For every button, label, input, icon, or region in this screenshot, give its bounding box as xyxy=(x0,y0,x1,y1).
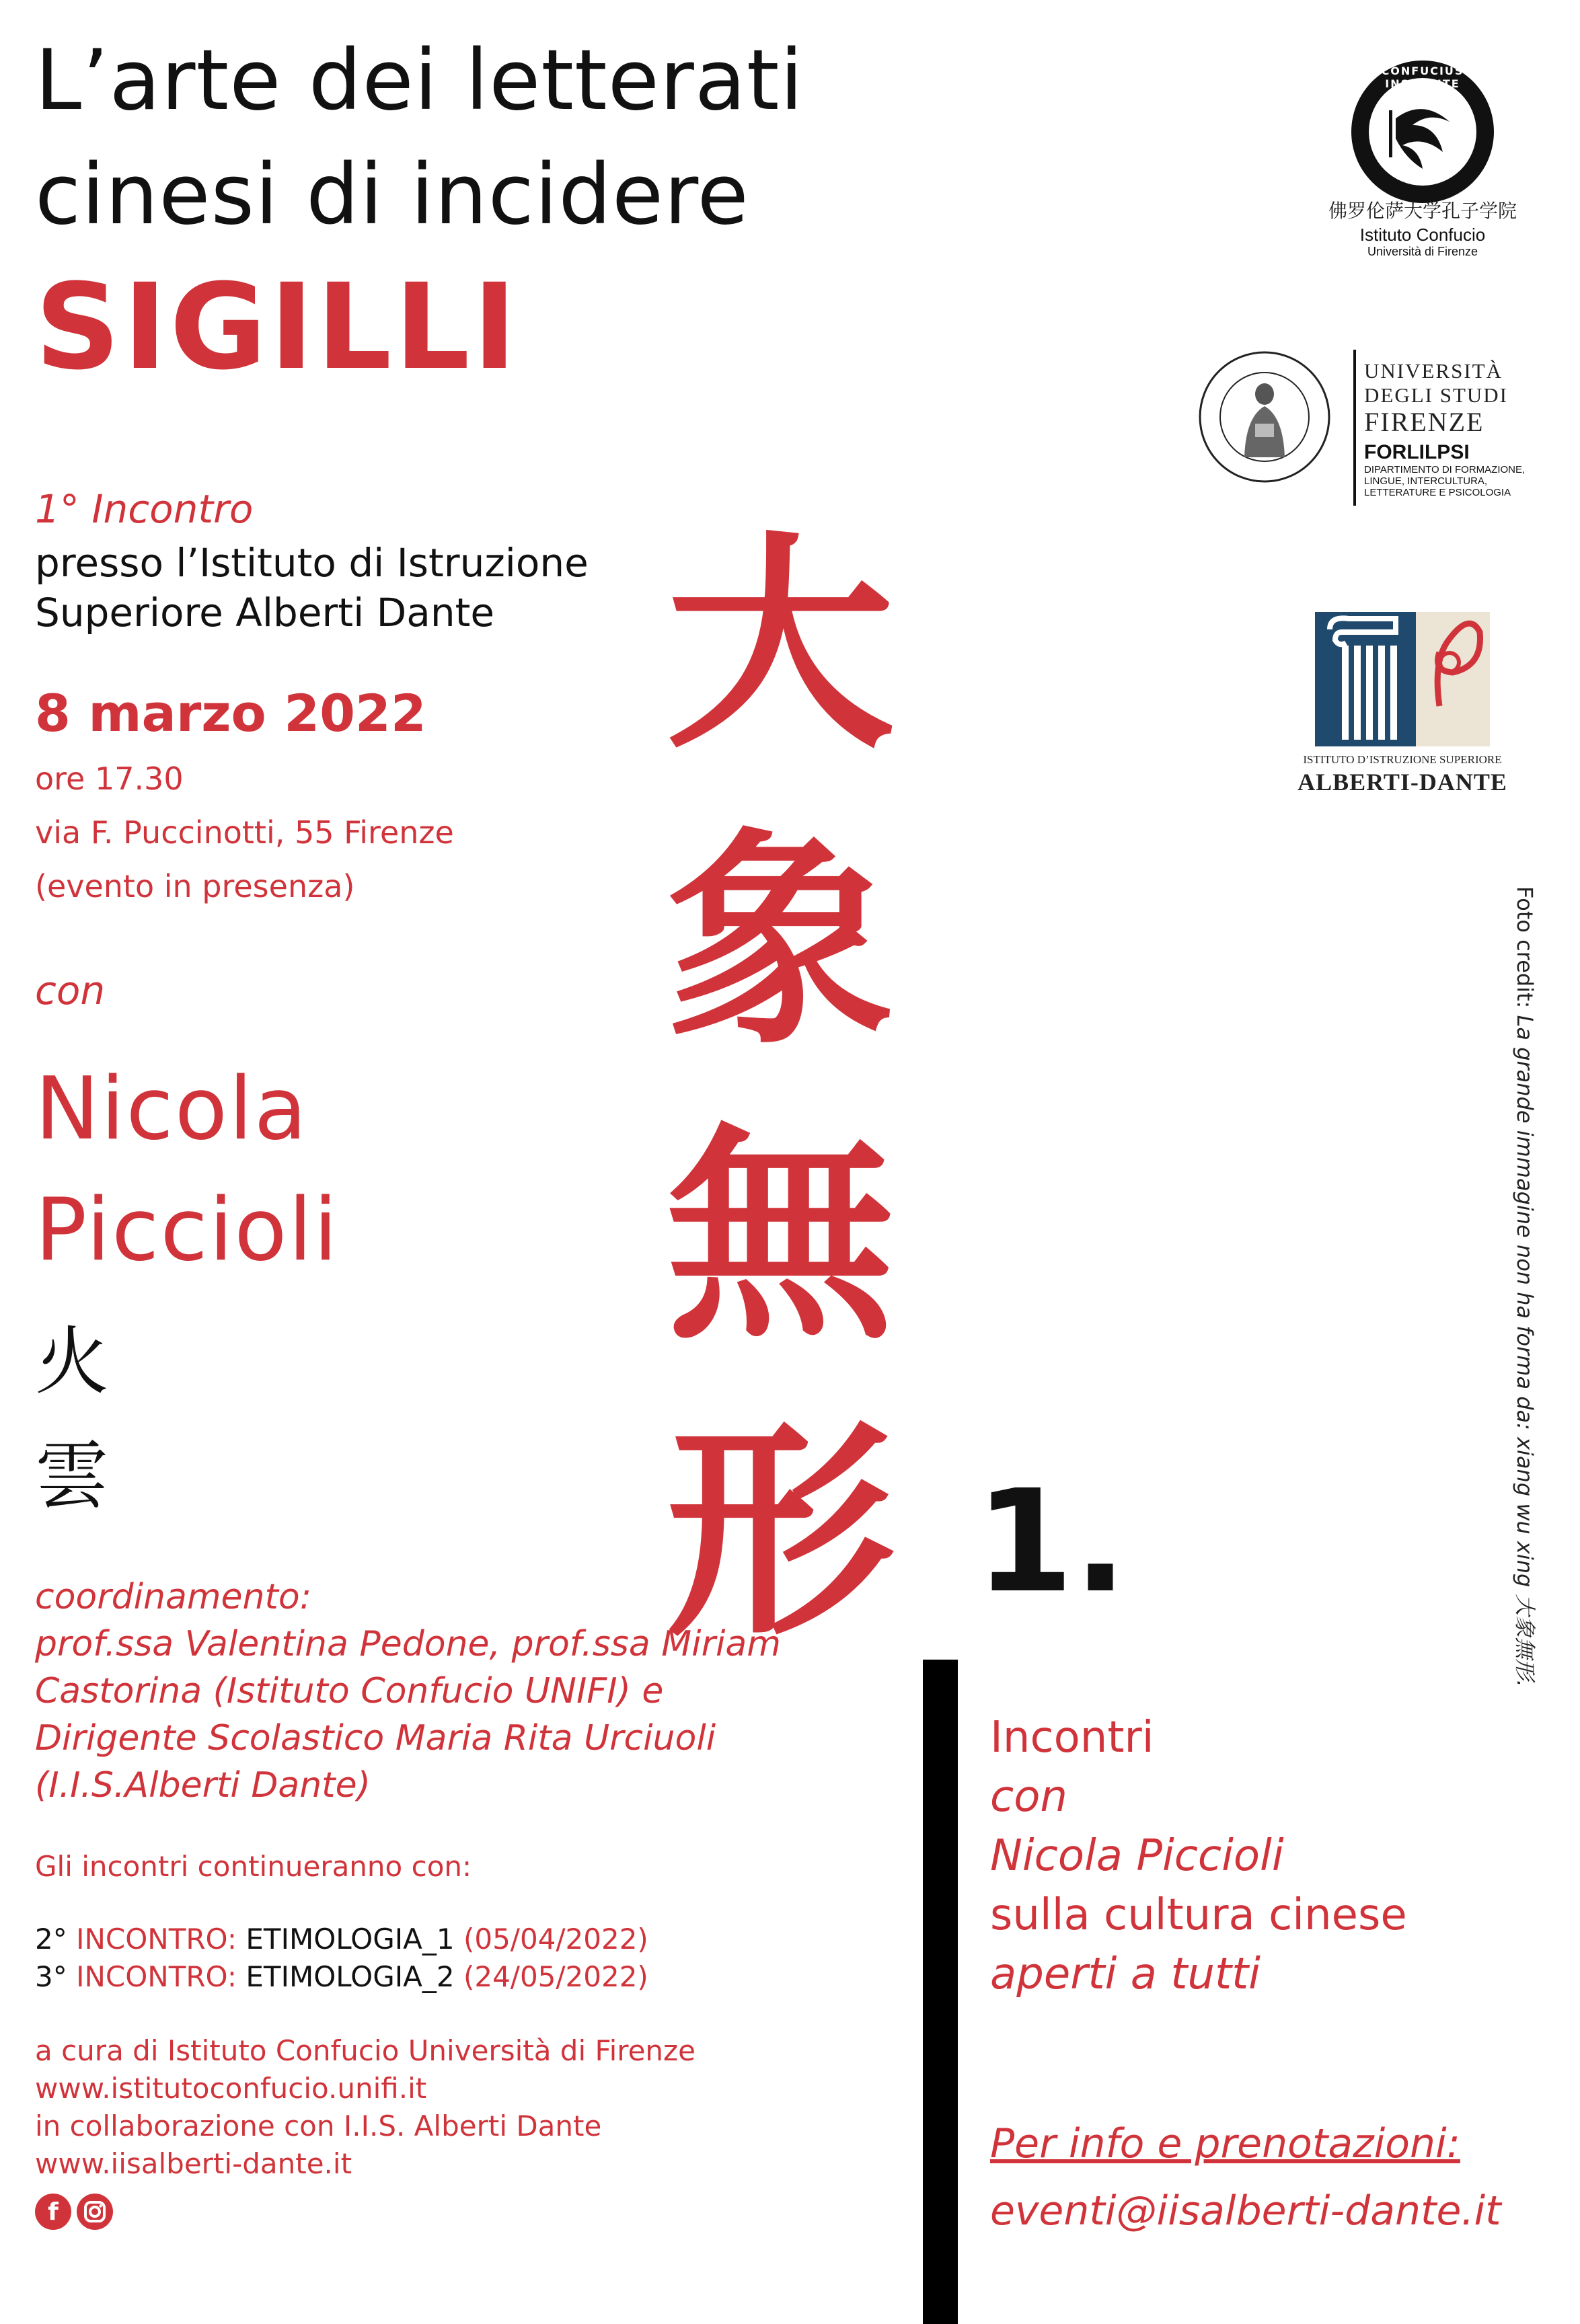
vertical-bar xyxy=(923,1660,958,2324)
credits-collab: in collaborazione con I.I.S. Alberti Dante xyxy=(35,2109,602,2142)
seal-char-3: 無 xyxy=(666,1103,895,1371)
event-address: via F. Puccinotti, 55 Firenze xyxy=(35,814,454,851)
forlilpsi-sub-2: LINGUE, INTERCULTURA, xyxy=(1364,475,1488,487)
continuation-item-2 xyxy=(35,1921,648,1958)
continuation-item-3 xyxy=(35,1958,648,1996)
with-label: con xyxy=(35,968,106,1013)
alberti-dante-logo xyxy=(1315,592,1490,746)
forlilpsi-sub-3: LETTERATURE E PSICOLOGIA xyxy=(1364,487,1511,498)
item-date: (05/04/2022) xyxy=(463,1923,648,1955)
confucius-name: Istituto Confucio xyxy=(1359,225,1486,245)
alberti-name: ALBERTI-DANTE xyxy=(1297,769,1507,796)
event-date: 8 marzo 2022 xyxy=(35,683,426,743)
credits-curated: a cura di Istituto Confucio Università di Firenze xyxy=(35,2034,695,2067)
series-line-4: sulla cultura cinese xyxy=(990,1890,1407,1940)
venue-line-1: presso l’Istituto di Istruzione xyxy=(35,540,589,586)
credits-site-2[interactable]: www.iisalberti-dante.it xyxy=(35,2147,352,2180)
item-ordinal: 3° xyxy=(35,1960,67,1993)
confucius-sub: Università di Firenze xyxy=(1367,245,1478,258)
item-topic: ETIMOLOGIA_1 xyxy=(246,1923,455,1955)
unifi-seal-icon xyxy=(1197,350,1332,484)
seal-char-1: 大 xyxy=(666,511,895,779)
speaker-cjk-2: 雲 xyxy=(35,1433,109,1519)
alberti-sub: ISTITUTO D’ISTRUZIONE SUPERIORE xyxy=(1303,753,1502,766)
contact-email[interactable]: eventi@iisalberti-dante.it xyxy=(990,2187,1501,2235)
venue-line-2: Superiore Alberti Dante xyxy=(35,590,495,635)
confucius-ring-text: CONFUCIUS INSTITUTE xyxy=(1381,65,1464,90)
series-line-3: Nicola Piccioli xyxy=(990,1831,1284,1881)
item-ordinal: 2° xyxy=(35,1923,67,1955)
alberti-dante-emblem xyxy=(1315,592,1490,746)
series-number: 1. xyxy=(975,1459,1127,1624)
forlilpsi-sub xyxy=(1364,464,1525,498)
photo-credit-text: La grande immagine non ha forma da: xiang wu xing 大象無形. xyxy=(1512,1015,1538,1687)
speaker-last-name: Piccioli xyxy=(35,1180,339,1280)
seal-char-4: 形 xyxy=(666,1399,895,1667)
seal-char-2: 象 xyxy=(666,807,895,1075)
continuation-intro: Gli incontri continueranno con: xyxy=(35,1850,472,1883)
event-mode: (evento in presenza) xyxy=(35,868,355,904)
series-line-5: aperti a tutti xyxy=(990,1949,1261,1999)
forlilpsi-sub-1: DIPARTIMENTO DI FORMAZIONE, xyxy=(1364,464,1526,475)
event-number-label: 1° Incontro xyxy=(35,486,254,532)
title-highlight: SIGILLI xyxy=(35,258,519,396)
coordination-line-3: Dirigente Scolastico Maria Rita Urciuoli xyxy=(35,1718,716,1758)
coordination-label: coordinamento: xyxy=(35,1577,312,1617)
coordination-line-2: Castorina (Istituto Confucio UNIFI) e xyxy=(35,1671,664,1711)
speaker-cjk-1: 火 xyxy=(35,1319,109,1405)
confucius-cjk-name: 佛罗伦萨大学孔子学院 xyxy=(1328,201,1517,222)
item-label: INCONTRO: xyxy=(76,1960,237,1993)
credits-site-1[interactable]: www.istitutoconfucio.unifi.it xyxy=(35,2072,427,2105)
series-line-1: Incontri xyxy=(990,1713,1154,1763)
unifi-line-1: UNIVERSITÀ xyxy=(1364,359,1503,383)
social-icons xyxy=(35,2194,118,2230)
speaker-first-name: Nicola xyxy=(35,1059,308,1159)
confucius-logo xyxy=(1349,58,1497,206)
title-line-1: L’arte dei letterati xyxy=(35,32,804,129)
info-label: Per info e prenotazioni: xyxy=(990,2120,1460,2167)
photo-credit xyxy=(1511,886,1542,1687)
title-line-2: cinesi di incidere xyxy=(35,147,749,243)
photo-credit-prefix: Foto credit: xyxy=(1512,886,1538,1015)
facebook-icon[interactable]: f xyxy=(35,2194,71,2230)
item-topic: ETIMOLOGIA_2 xyxy=(246,1960,455,1993)
unifi-line-2: DEGLI STUDI xyxy=(1364,383,1508,407)
coordination-line-4: (I.I.S.Alberti Dante) xyxy=(35,1765,371,1806)
instagram-icon[interactable] xyxy=(77,2194,113,2230)
item-date: (24/05/2022) xyxy=(463,1960,648,1993)
event-time: ore 17.30 xyxy=(35,761,184,797)
unifi-line-3: FIRENZE xyxy=(1364,407,1484,437)
series-line-2: con xyxy=(990,1772,1067,1822)
unifi-seal xyxy=(1197,350,1332,484)
unifi-divider xyxy=(1353,350,1356,506)
item-label: INCONTRO: xyxy=(76,1923,237,1955)
coordination-line-1: prof.ssa Valentina Pedone, prof.ssa Miriam xyxy=(35,1624,781,1664)
seal-characters xyxy=(632,498,928,1681)
forlilpsi-name: FORLILPSI xyxy=(1364,441,1470,463)
